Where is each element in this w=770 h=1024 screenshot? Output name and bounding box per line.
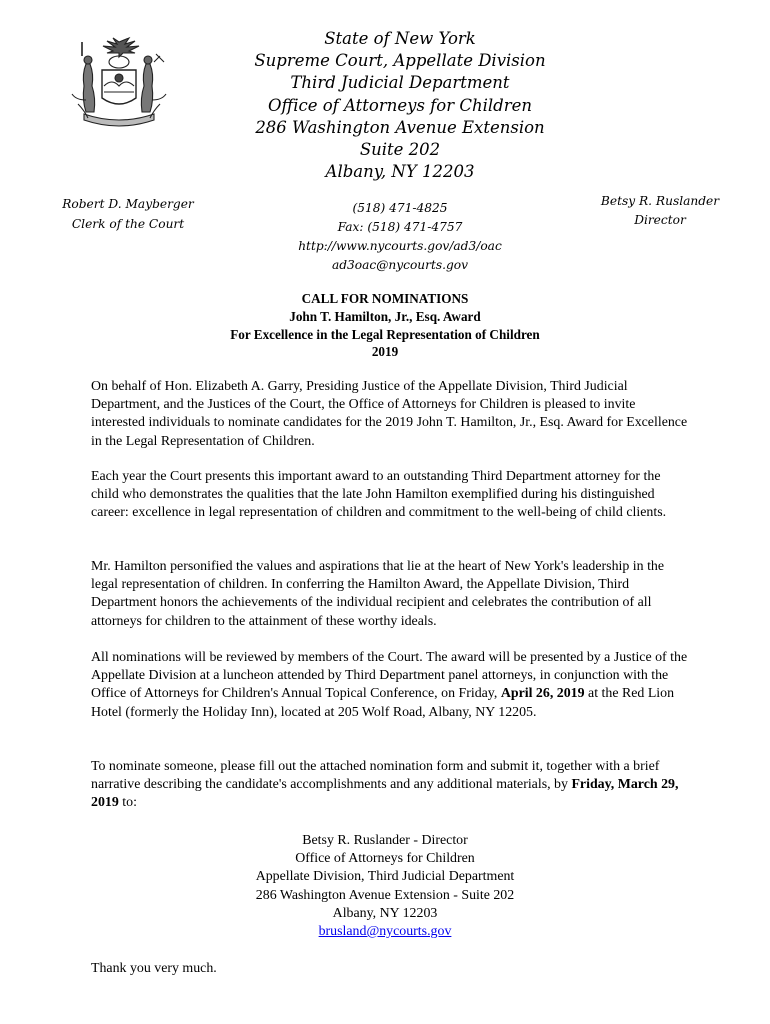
letterhead-city: Albany, NY 12203 — [325, 162, 475, 182]
address-division: Appellate Division, Third Judicial Department — [255, 869, 515, 885]
new-york-state-seal-icon — [64, 34, 174, 128]
director-block — [590, 192, 730, 230]
letterhead — [230, 28, 570, 183]
contact-phone: (518) 471-4825 — [352, 201, 448, 215]
contact-website[interactable]: http://www.nycourts.gov/ad3/oac — [298, 239, 502, 253]
address-street: 286 Washington Avenue Extension - Suite 202 — [255, 887, 515, 903]
letterhead-court: Supreme Court, Appellate Division — [254, 51, 546, 71]
address-office: Office of Attorneys for Children — [295, 851, 475, 867]
submission-deadline: Friday, March 29, 2019 — [91, 777, 679, 811]
letterhead-state: State of New York — [324, 29, 476, 48]
director-title: Director — [634, 213, 686, 227]
letterhead-office: Office of Attorneys for Children — [268, 95, 532, 115]
address-email-link[interactable]: brusland@nycourts.gov — [318, 924, 452, 940]
heading-year: 2019 — [371, 344, 399, 360]
clerk-block — [58, 194, 198, 234]
paragraph-award-description: Each year the Court presents this important award to an outstanding Third Department attorney for the child who demonstrates the qualities that the late John Hamilton exemplified during his distinguished career: excellence in legal representation of children and commitment to the well-being of child clients. — [91, 469, 667, 521]
paragraph-hamilton: Mr. Hamilton personified the values and aspirations that lie at the heart of New York's leadership in the legal representation of children. In conferring the Hamilton Award, the Appellate Division, Third Department honors the achievements of the individual recipient and celebrates the contribution of all attorneys for children to the attainment of these worthy ideals. — [91, 559, 665, 629]
closing-line: Thank you very much. — [91, 961, 217, 976]
letterhead-suite: Suite 202 — [359, 140, 441, 160]
heading-call: CALL FOR NOMINATIONS — [301, 291, 469, 306]
paragraph-presentation — [91, 649, 691, 758]
letterhead-street: 286 Washington Avenue Extension — [255, 117, 545, 137]
director-name: Betsy R. Ruslander — [600, 194, 720, 208]
presentation-text-a: All nominations will be reviewed by members of the Court. The award will be presented by a Justice of the Appellate Division at a luncheon attended by Third Department panel attorneys, in conjunction with the Office of Attorneys for Children's Annual Topical Conference, on Friday, — [91, 650, 688, 702]
submission-text-a: To nominate someone, please fill out the attached nomination form and submit it, together with a brief narrative describing the candidate's accomplishments and any additional materials, by — [91, 759, 660, 793]
paragraph-submission — [91, 758, 691, 830]
presentation-text-b: at the Red Lion Hotel (formerly the Holiday Inn), located at 205 Wolf Road, Albany, NY 12205. — [91, 686, 675, 720]
paragraph-intro: On behalf of Hon. Elizabeth A. Garry, Presiding Justice of the Appellate Division, Third Judicial Department, and the Justices of the Court, the Office of Attorneys for Children is pleased to invite interested individuals to nominate candidates for the 2019 John T. Hamilton, Jr., Esq. Award for Excellence in the Legal Representation of Children. — [91, 379, 688, 449]
address-city: Albany, NY 12203 — [332, 905, 438, 921]
presentation-date: April 26, 2019 — [500, 686, 585, 702]
submission-address — [185, 832, 585, 941]
contact-fax: Fax: (518) 471-4757 — [337, 220, 463, 234]
heading-subtitle: For Excellence in the Legal Representation of Children — [230, 326, 540, 342]
address-name: Betsy R. Ruslander - Director — [302, 833, 468, 848]
clerk-title: Clerk of the Court — [71, 217, 185, 231]
letter-body — [91, 378, 691, 830]
submission-text-b: to: — [122, 795, 137, 811]
letterhead-department: Third Judicial Department — [290, 73, 510, 93]
heading-award: John T. Hamilton, Jr., Esq. Award — [289, 308, 481, 324]
contact-block — [265, 199, 535, 275]
clerk-name: Robert D. Mayberger — [62, 197, 194, 211]
contact-email[interactable]: ad3oac@nycourts.gov — [331, 258, 469, 272]
document-heading — [150, 290, 620, 361]
